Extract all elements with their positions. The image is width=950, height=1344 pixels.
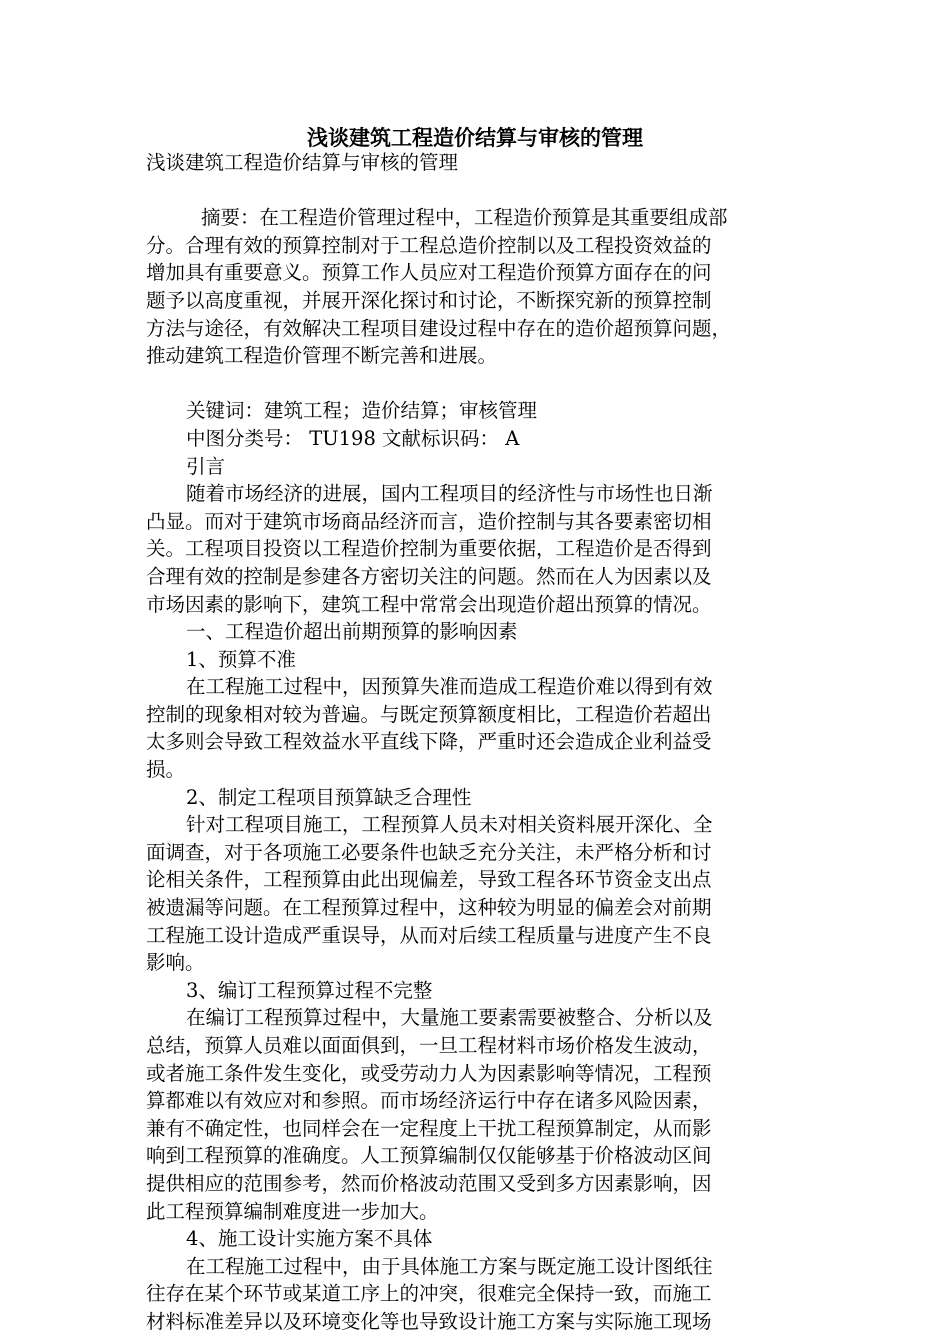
paragraph-line: 针对工程项目施工，工程预算人员未对相关资料展开深化、全	[186, 813, 713, 837]
abstract-line: 推动建筑工程造价管理不断完善和进展。	[146, 344, 498, 368]
paragraph-line: 太多则会导致工程效益水平直线下降，严重时还会造成企业利益受	[146, 730, 712, 754]
spacer	[146, 370, 804, 398]
paragraph-line: 兼有不确定性，也同样会在一定程度上干扰工程预算制定，从而影	[146, 1116, 712, 1140]
intro-line: 合理有效的控制是参建各方密切关注的问题。然而在人为因素以及	[146, 564, 712, 588]
paragraph-line: 或者施工条件发生变化，或受劳动力人为因素影响等情况，工程预	[146, 1061, 712, 1085]
paragraph-line: 被遗漏等问题。在工程预算过程中，这种较为明显的偏差会对前期	[146, 896, 712, 920]
abstract-line: 增加具有重要意义。预算工作人员应对工程造价预算方面存在的问	[146, 261, 712, 285]
abstract-line: 题予以高度重视，并展开深化探讨和讨论，不断探究新的预算控制	[146, 288, 712, 312]
intro-line: 随着市场经济的进展，国内工程项目的经济性与市场性也日渐	[186, 482, 713, 506]
subsection-heading: 1、预算不准	[186, 647, 296, 671]
paragraph-line: 论相关条件，工程预算由此出现偏差，导致工程各环节资金支出点	[146, 868, 712, 892]
paragraph-line: 工程施工设计造成严重误导，从而对后续工程质量与进度产生不良	[146, 923, 712, 947]
classification: 中图分类号： TU198 文献标识码： A	[186, 426, 520, 450]
paragraph-line: 影响。	[146, 951, 205, 975]
intro-line: 市场因素的影响下，建筑工程中常常会出现造价超出预算的情况。	[146, 592, 712, 616]
document-title: 浅谈建筑工程造价结算与审核的管理	[307, 126, 643, 150]
document-subtitle: 浅谈建筑工程造价结算与审核的管理	[146, 151, 459, 174]
paragraph-line: 此工程预算编制难度进一步加大。	[146, 1199, 439, 1223]
paragraph-line: 在编订工程预算过程中，大量施工要素需要被整合、分析以及	[186, 1006, 713, 1030]
paragraph-line: 总结，预算人员难以面面俱到，一旦工程材料市场价格发生波动，	[146, 1034, 712, 1057]
keywords: 关键词：建筑工程；造价结算；审核管理	[186, 399, 538, 423]
intro-line: 关。工程项目投资以工程造价控制为重要依据，工程造价是否得到	[146, 537, 712, 561]
subsection-heading: 2、制定工程项目预算缺乏合理性	[186, 785, 472, 809]
abstract-line: 方法与途径，有效解决工程项目建设过程中存在的造价超预算问题，	[146, 316, 732, 340]
spacer	[146, 177, 804, 205]
paragraph-line: 控制的现象相对较为普遍。与既定预算额度相比，工程造价若超出	[146, 702, 712, 726]
subsection-heading: 3、编订工程预算过程不完整	[186, 978, 433, 1002]
subsection-heading: 4、施工设计实施方案不具体	[186, 1227, 433, 1251]
paragraph-line: 响到工程预算的准确度。人工预算编制仅仅能够基于价格波动区间	[146, 1144, 712, 1168]
paragraph-line: 面调查，对于各项施工必要条件也缺乏充分关注，未严格分析和讨	[146, 840, 712, 864]
paragraph-line: 往存在某个环节或某道工序上的冲突，很难完全保持一致，而施工	[146, 1282, 712, 1306]
paragraph-line: 在工程施工过程中，因预算失准而造成工程造价难以得到有效	[186, 675, 713, 699]
abstract-line: 摘要：在工程造价管理过程中，工程造价预算是其重要组成部	[201, 206, 728, 230]
document-body	[146, 149, 804, 1336]
paragraph-line: 提供相应的范围参考，然而价格波动范围又受到多方因素影响，因	[146, 1171, 712, 1195]
intro-line: 凸显。而对于建筑市场商品经济而言，造价控制与其各要素密切相	[146, 509, 712, 533]
abstract-line: 分。合理有效的预算控制对于工程总造价控制以及工程投资效益的	[146, 233, 712, 257]
paragraph-line: 损。	[146, 758, 186, 782]
paragraph-line: 材料标准差异以及环境变化等也导致设计施工方案与实际施工现场	[146, 1309, 712, 1333]
paragraph-line: 算都难以有效应对和参照。而市场经济运行中存在诸多风险因素，	[146, 1089, 712, 1113]
paragraph-line: 在工程施工过程中，由于具体施工方案与既定施工设计图纸往	[186, 1254, 713, 1278]
section-heading: 一、工程造价超出前期预算的影响因素	[186, 620, 518, 644]
intro-heading: 引言	[186, 454, 226, 478]
